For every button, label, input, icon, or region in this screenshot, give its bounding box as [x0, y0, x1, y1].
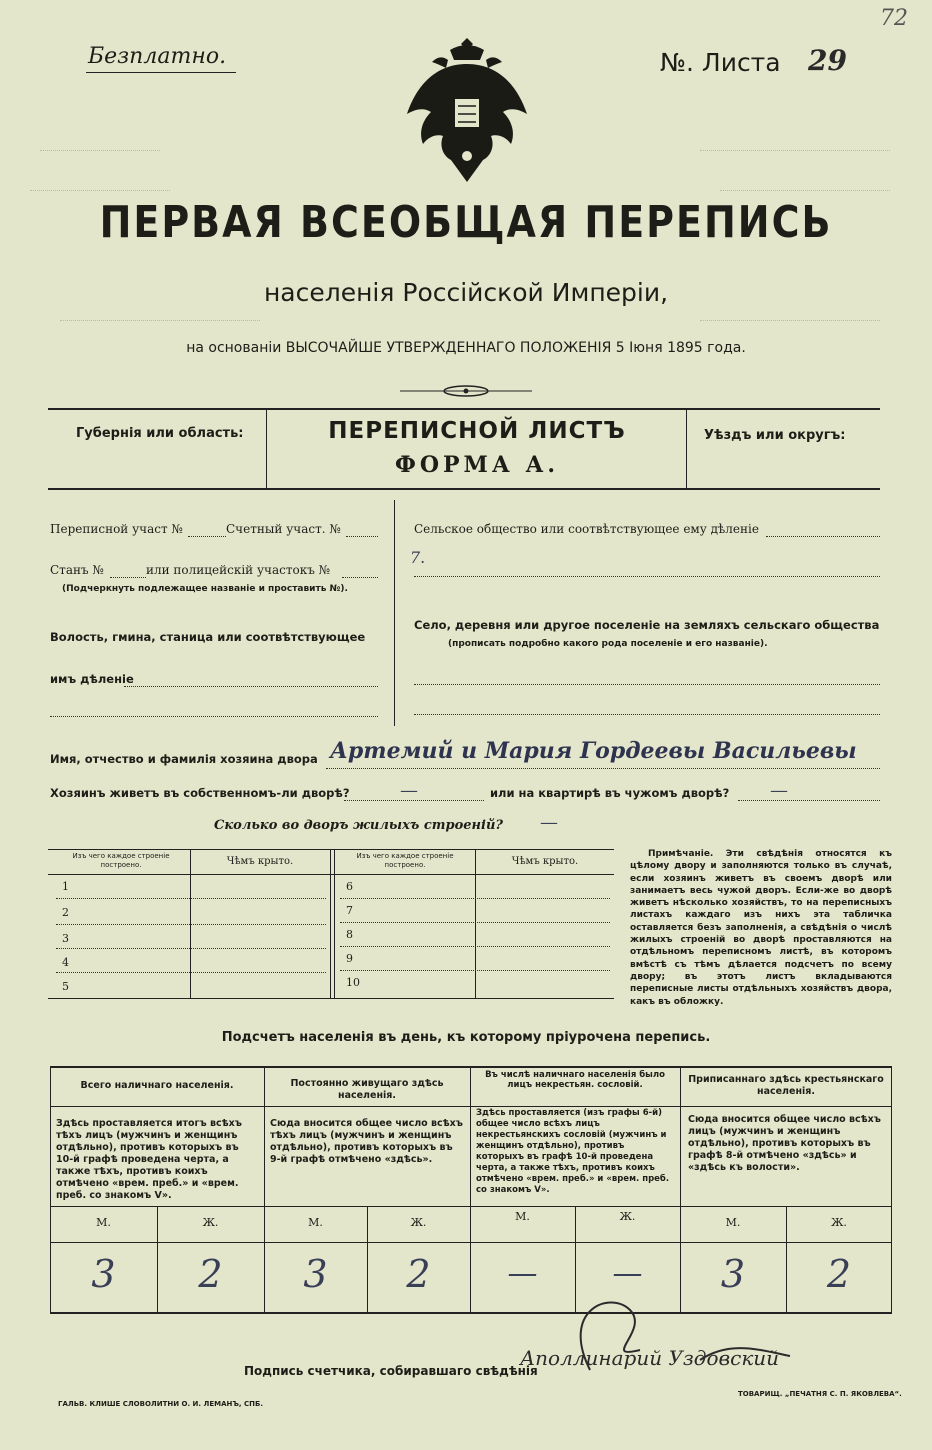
obshchestvo-label: Сельское общество или соотвѣтствующее ему дѣленіе	[414, 522, 759, 536]
buildings-table-bottom	[48, 998, 614, 999]
bleed-line	[720, 190, 890, 191]
footer-left: ГАЛЬВ. КЛИШЕ СЛОВОЛИТНИ О. И. ЛЕМАНЪ, СПБ.	[58, 1400, 264, 1408]
building-row-number: 8	[346, 928, 353, 941]
header-box-bottom	[48, 488, 880, 490]
buildings-question: Сколько во дворъ жилыхъ строеній?	[214, 818, 504, 833]
col-roof-right: Чѣмъ крыто.	[511, 856, 579, 867]
selo-hint: (прописать подробно какого рода поселеніе и его названіе).	[448, 639, 768, 649]
footer-right: ТОВАРИЩ. „ПЕЧАТНЯ С. П. ЯКОВЛЕВА“.	[738, 1390, 902, 1398]
count-m-label: М.	[725, 1216, 741, 1229]
count-permanent-f: 2	[406, 1252, 431, 1296]
count-registered-f: 2	[826, 1252, 852, 1296]
col-roof-left: Чѣмъ крыто.	[226, 856, 294, 867]
count-desc-total: Здѣсь проставляется итогъ всѣхъ тѣхъ лицъ (мужчинъ и женщинъ отдѣльно), противъ которыхъ въ 10-й графѣ проведена черта, а также тѣхъ, противъ коихъ отмѣчено «врем. преб.» и «врем. преб. со знакомъ V».	[56, 1118, 242, 1201]
building-row-number: 10	[346, 976, 360, 989]
building-row-line	[56, 924, 326, 925]
rented-value: —	[770, 780, 788, 801]
col-material-left: Изъ чего каждое строеніе построено.	[72, 852, 170, 869]
uchastok-label: Переписной участ №	[50, 522, 183, 536]
selo-label: Село, деревня или другое поселеніе на земляхъ сельскаго общества	[414, 618, 880, 632]
note-text: Эти свѣдѣнія относятся къ цѣлому двору и заполняются только въ случаѣ, если хозяинъ живетъ въ своемъ дворѣ или занимаетъ весь чужой дворъ. Если-же во дворѣ живетъ нѣсколько хозяйствъ, то на переписныхъ листахъ каждаго изъ нихъ эта табличка оставляется безъ заполненія, а свѣдѣнія о числѣ жилыхъ строеній во дворѣ проставляются на отдѣльномъ переписномъ листѣ, въ которомъ вмѣстѣ съ тѣмъ дѣлается подсчетъ по всему двору; въ этотъ листъ вкладываются переписные листы отдѣльныхъ хозяйствъ двора, какъ въ обложку.	[630, 849, 892, 1007]
obshchestvo-field[interactable]	[766, 536, 880, 537]
obshchestvo-field-2[interactable]	[414, 576, 880, 577]
stan-hint: (Подчеркнуть подлежащее названіе и проставить №).	[62, 584, 348, 594]
count-desc-permanent: Сюда вносится общее число всѣхъ тѣхъ лицъ (мужчинъ и женщинъ отдѣльно), противъ которыхъ въ 9-й графѣ отмѣчено «здѣсь».	[270, 1118, 463, 1165]
count-m-label: М.	[515, 1210, 530, 1223]
form-letter: ФОРМА А.	[394, 452, 560, 478]
sheet-title: ПЕРЕПИСНОЙ ЛИСТЪ	[328, 418, 626, 444]
building-row-number: 7	[346, 904, 353, 917]
bleed-line	[700, 150, 890, 151]
building-row-line	[340, 898, 610, 899]
obshchestvo-value: 7.	[410, 548, 426, 567]
count-mf-line	[50, 1242, 892, 1243]
bleed-line	[30, 190, 170, 191]
count-head-permanent: Постоянно живущаго здѣсь населенія.	[290, 1078, 444, 1101]
volost-field[interactable]	[124, 686, 378, 687]
count-f-label: Ж.	[202, 1216, 219, 1229]
ornament-divider	[400, 384, 532, 398]
buildings-col-line	[334, 849, 335, 999]
building-row-number: 6	[346, 880, 353, 893]
count-m-label: М.	[308, 1216, 323, 1229]
building-row-number: 1	[62, 880, 69, 893]
bleed-line	[40, 150, 160, 151]
signature-flourish	[500, 1290, 800, 1380]
count-f-label: Ж.	[619, 1210, 636, 1223]
count-desc-line	[50, 1206, 892, 1207]
police-label: или полицейскій участокъ №	[146, 563, 331, 577]
building-row-number: 9	[346, 952, 353, 965]
sheet-number-value: 29	[808, 44, 847, 77]
count-table-top	[50, 1066, 892, 1068]
owner-label: Имя, отчество и фамилія хозяина двора	[50, 752, 318, 766]
buildings-col-line	[330, 849, 331, 999]
count-permanent-m: 3	[303, 1252, 328, 1296]
stan-label: Станъ №	[50, 563, 104, 577]
count-nonpeasant-m: —	[507, 1256, 538, 1291]
count-f-label: Ж.	[410, 1216, 427, 1229]
col-material-right: Изъ чего каждое строеніе построено.	[356, 852, 454, 869]
building-row-number: 2	[62, 906, 69, 919]
buildings-col-line	[475, 849, 476, 999]
selo-field[interactable]	[414, 684, 880, 685]
fields-divider	[394, 500, 395, 726]
bleed-line	[700, 320, 880, 321]
count-nonpeasant-f: —	[612, 1256, 643, 1291]
schetny-label: Счетный участ. №	[226, 522, 341, 536]
count-head-registered: Приписаннаго здѣсь крестьянскаго населенія.	[688, 1074, 884, 1097]
owner-value: Артемий и Мария Гордеевы Васильевы	[330, 738, 857, 764]
free-underline	[86, 72, 236, 73]
own-yard-label: Хозяинъ живетъ въ собственномъ-ли дворѣ?	[50, 786, 350, 800]
count-title: Подсчетъ населенія въ день, къ которому пріурочена перепись.	[221, 1030, 711, 1045]
own-yard-value: —	[400, 780, 418, 801]
count-total-f: 2	[198, 1252, 223, 1296]
buildings-note	[630, 848, 892, 1008]
bleed-line	[60, 320, 260, 321]
sheet-number-label: №. Листа	[660, 48, 781, 77]
header-box-top	[48, 408, 880, 410]
building-row-line	[340, 922, 610, 923]
gubernia-label: Губернія или область:	[76, 426, 244, 441]
basis-line: на основаніи ВЫСОЧАЙШЕ УТВЕРЖДЕННАГО ПОЛОЖЕНІЯ 5 Іюня 1895 года.	[186, 340, 746, 356]
building-row-number: 4	[62, 956, 69, 969]
double-headed-eagle-icon	[398, 36, 536, 186]
note-lead: Примѣчаніе.	[648, 849, 714, 859]
building-row-line	[56, 972, 326, 973]
signature-value: Аполлинарий Уздовский	[520, 1346, 780, 1370]
rented-label: или на квартирѣ въ чужомъ дворѣ?	[490, 786, 730, 800]
volost-field-2[interactable]	[50, 716, 378, 717]
count-total-m: 3	[91, 1252, 116, 1296]
volost-label-2: имъ дѣленіе	[50, 672, 134, 686]
count-desc-nonpeasant: Здѣсь проставляется (изъ графы 6-й) общее число всѣхъ лицъ некрестьянскихъ сословій (мужчинъ и женщинъ отдѣльно), противъ которыхъ въ графѣ 10-й проведена черта, а также тѣхъ, противъ коихъ отмѣчено «врем. преб.» и «врем. преб. со знакомъ V».	[476, 1108, 670, 1195]
police-field[interactable]	[342, 577, 378, 578]
buildings-answer: —	[540, 812, 558, 833]
building-row-number: 3	[62, 932, 69, 945]
buildings-table-top	[48, 849, 614, 850]
header-divider	[686, 408, 687, 490]
buildings-table-head-line	[48, 874, 614, 875]
owner-field[interactable]	[326, 768, 880, 769]
free-label: Безплатно.	[88, 44, 227, 69]
header-divider	[266, 408, 267, 490]
signature-label: Подпись счетчика, собиравшаго свѣдѣнія	[244, 1364, 538, 1378]
schetny-field[interactable]	[346, 536, 378, 537]
count-desc-registered: Сюда вносится общее число всѣхъ лицъ (мужчинъ и женщинъ отдѣльно), противъ которыхъ въ графѣ 8-й отмѣчено «здѣсь» и «здѣсь къ волости».	[688, 1114, 881, 1173]
count-head-line	[50, 1106, 892, 1107]
count-head-total: Всего наличнаго населенія.	[80, 1080, 234, 1091]
form-subtitle: населенія Россійской Имперіи,	[263, 278, 669, 307]
building-row-line	[340, 946, 610, 947]
count-f-label: Ж.	[831, 1216, 847, 1229]
rented-field[interactable]	[738, 800, 880, 801]
building-row-line	[340, 970, 610, 971]
uchastok-field[interactable]	[188, 536, 226, 537]
stan-field[interactable]	[110, 577, 146, 578]
archive-page-number: 72	[880, 6, 908, 31]
count-m-label: М.	[96, 1216, 111, 1229]
uezd-label: Уѣздъ или округъ:	[704, 428, 846, 443]
form-title: ПЕРВАЯ ВСЕОБЩАЯ ПЕРЕПИСЬ	[99, 196, 833, 248]
volost-label: Волость, гмина, станица или соотвѣтствующее	[50, 630, 366, 644]
selo-field-2[interactable]	[414, 714, 880, 715]
building-row-number: 5	[62, 980, 69, 993]
building-row-line	[56, 898, 326, 899]
count-head-nonpeasant: Въ числѣ наличнаго населенія было лицъ некрестьян. сословій.	[485, 1070, 665, 1090]
count-registered-m: 3	[720, 1252, 746, 1296]
building-row-line	[56, 948, 326, 949]
